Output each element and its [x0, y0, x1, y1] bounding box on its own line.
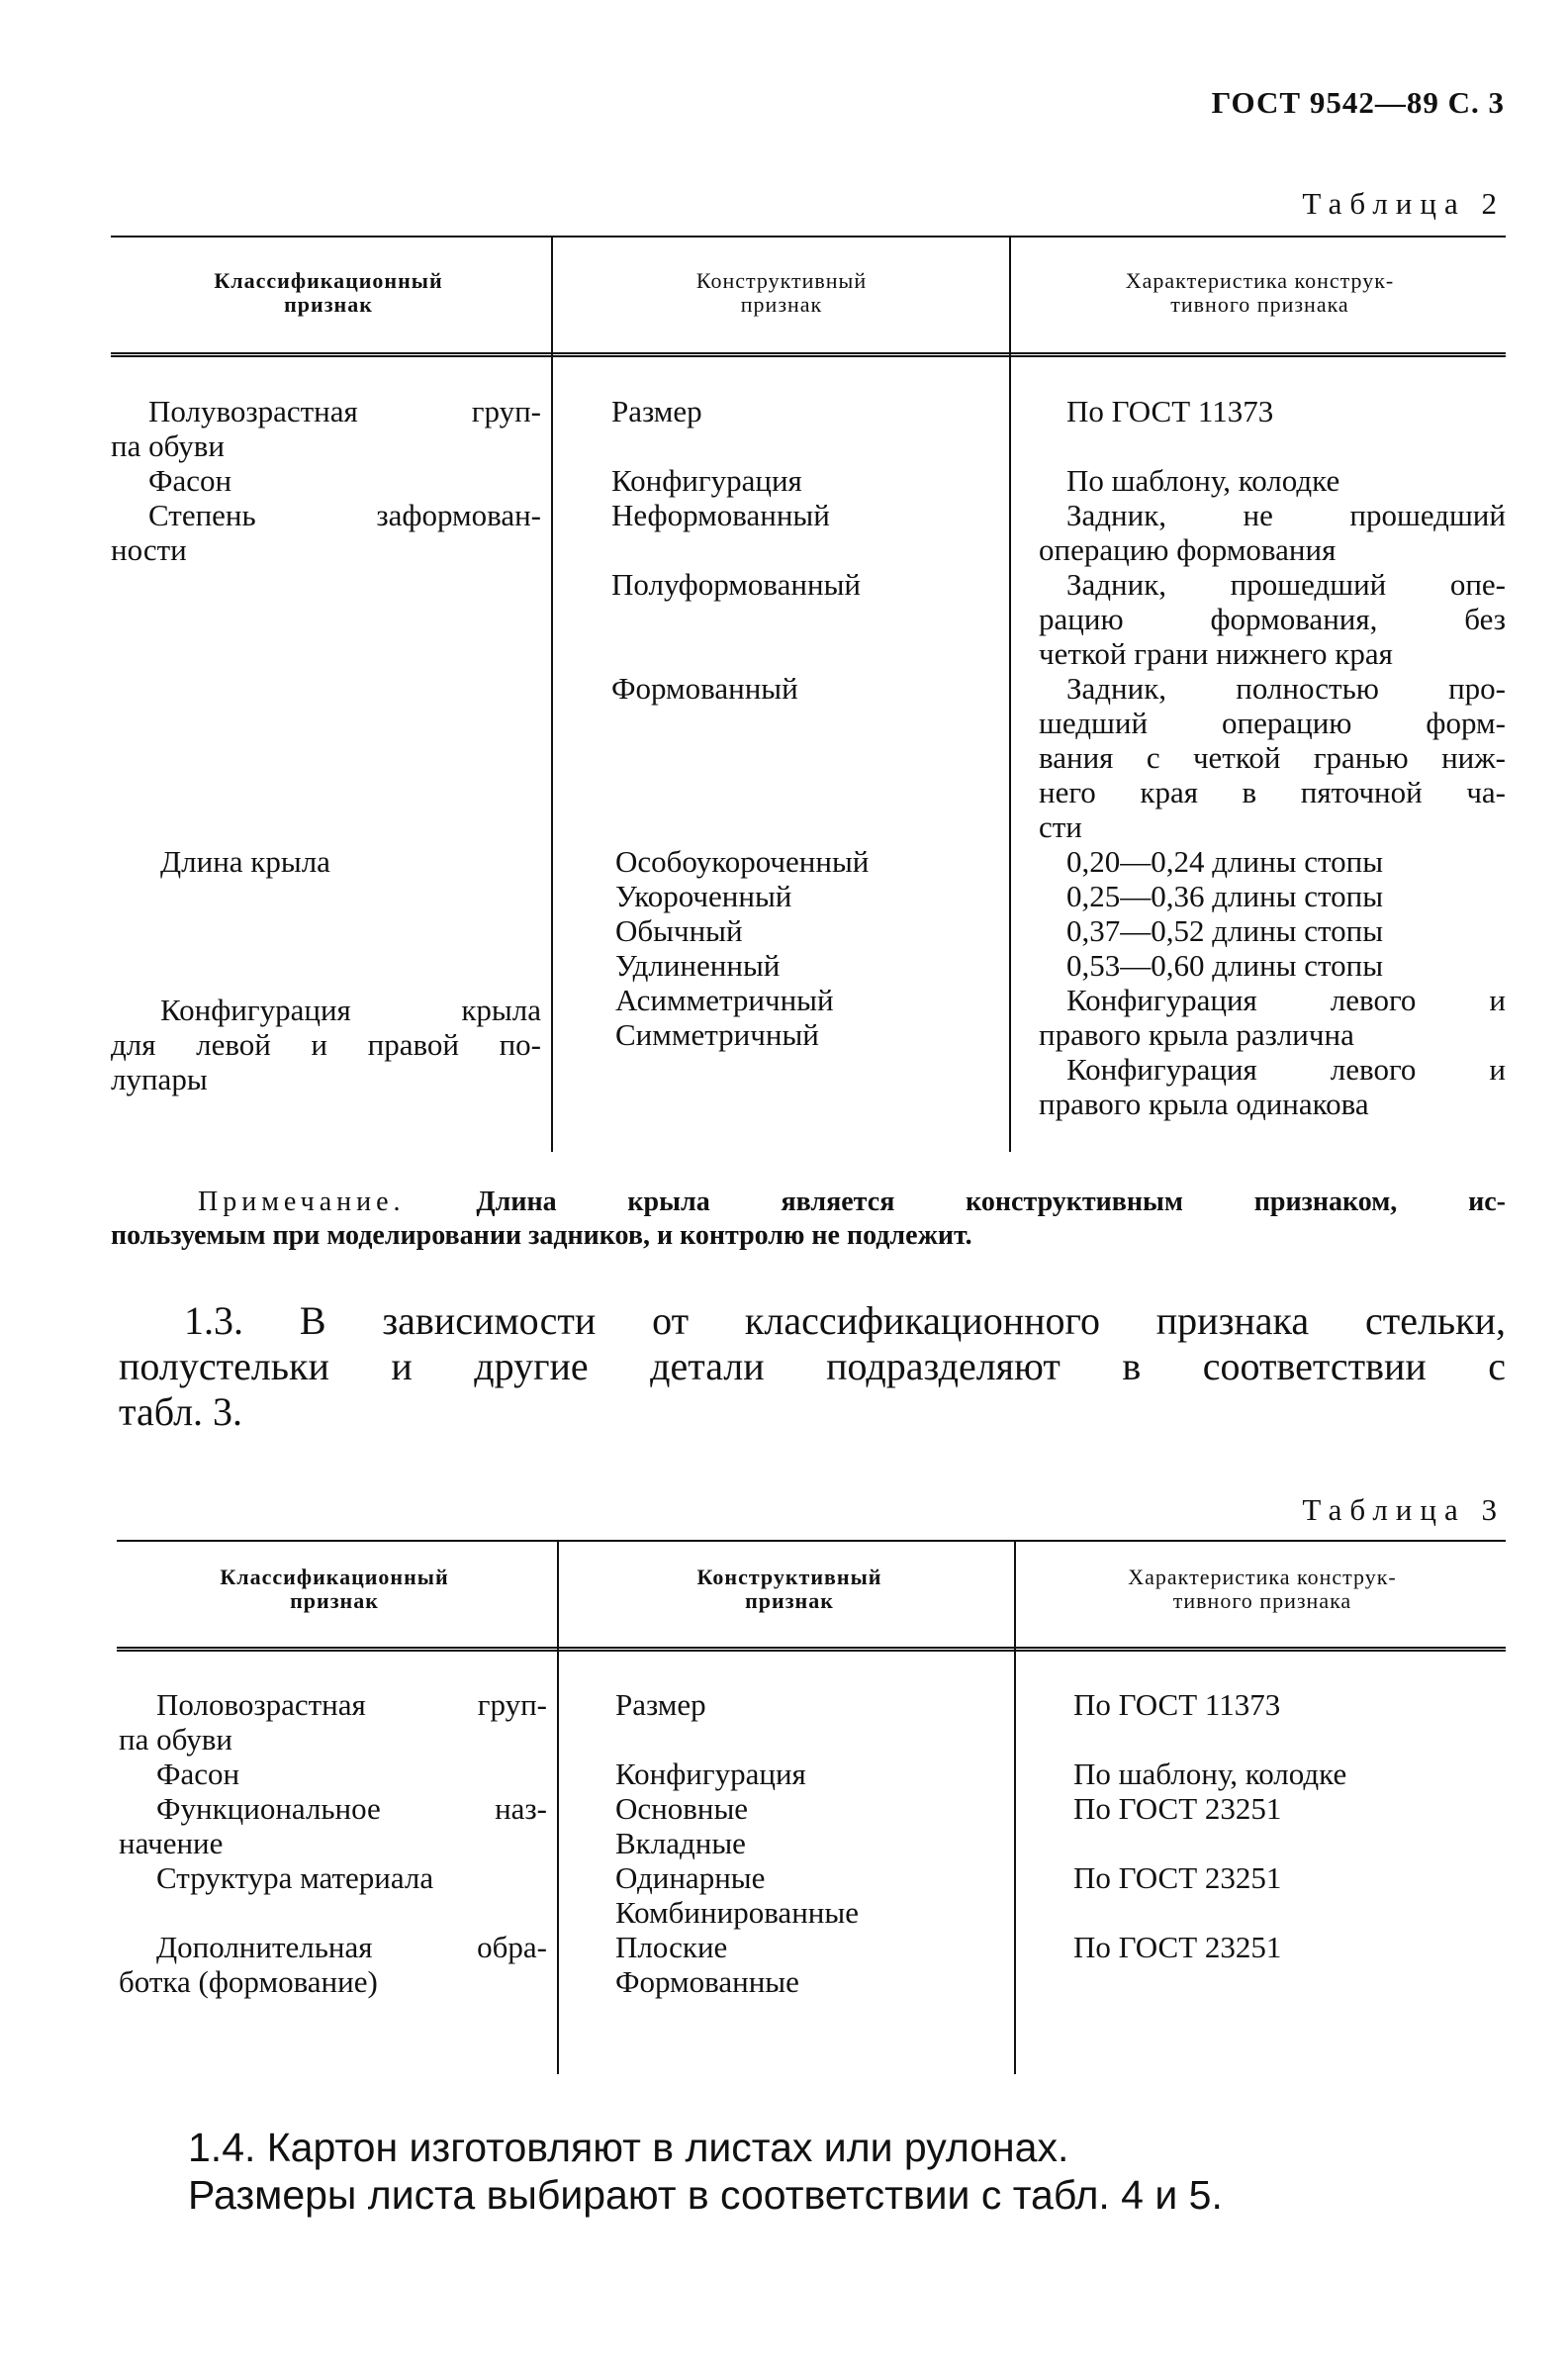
table3-cell: Основные	[615, 1791, 749, 1826]
table3-cell: Фасон	[156, 1757, 240, 1791]
table2-cell: Степень заформован-	[148, 498, 541, 532]
table2-cell: рацию формования, без	[1039, 602, 1506, 636]
table3-cell: Конфигурация	[615, 1757, 806, 1791]
table3-cell: Комбинированные	[615, 1895, 859, 1930]
table3-cell: По ГОСТ 23251	[1073, 1930, 1282, 1964]
table2-cell: Конфигурация крыла	[160, 993, 541, 1027]
table3-cell: па обуви	[119, 1722, 232, 1757]
table3-cell: Одинарные	[615, 1860, 766, 1895]
paragraph-1-4	[188, 2124, 1425, 2219]
table2-col1-b	[111, 844, 541, 879]
table2-cell: правого крыла различна	[1039, 1017, 1354, 1052]
para14-line2: Размеры листа выбирают в соответствии с табл. 4 и 5.	[188, 2172, 1223, 2218]
para14-line1: 1.4. Картон изготовляют в листах или рулонах.	[188, 2125, 1069, 2170]
table3-cell: По шаблону, колодке	[1073, 1757, 1347, 1791]
table2-cell: Конфигурация	[611, 463, 802, 498]
table2-col1-c	[111, 993, 541, 1096]
table3-header-col1: Классификационный признак	[220, 1565, 449, 1613]
table3-cell: ботка (формование)	[119, 1964, 378, 1999]
table3-col2	[615, 1687, 1006, 1999]
table3-divider-2	[1014, 1540, 1016, 2074]
para13-line1: 1.3. В зависимости от классификационного признака стельки,	[184, 1298, 1506, 1343]
table3-cell: Размер	[615, 1687, 706, 1722]
table2-col3	[1039, 394, 1506, 1121]
table2-col2	[611, 394, 1002, 706]
table3-header-rule	[117, 1647, 1506, 1652]
table2-cell: 0,25—0,36 длины стопы	[1066, 879, 1384, 913]
table3-header-col3: Характеристика конструк- тивного признака	[1128, 1565, 1397, 1613]
table2-cell: Задник, полностью про-	[1066, 671, 1506, 706]
table3-cell: Формованные	[615, 1964, 799, 1999]
table2-cell: Обычный	[615, 913, 743, 948]
table3-col1	[119, 1687, 547, 1999]
table2-cell: Фасон	[148, 463, 232, 498]
table2-divider-2	[1009, 236, 1011, 1152]
para13-line3: табл. 3.	[119, 1389, 243, 1434]
table2-cell: Конфигурация левого и	[1066, 1052, 1506, 1087]
table3-cell: Половозрастная груп-	[156, 1687, 547, 1722]
table2-header-col3: Характеристика конструк- тивного признака	[1125, 268, 1395, 317]
table3-cell: По ГОСТ 23251	[1073, 1860, 1282, 1895]
table2-note	[111, 1186, 1506, 1253]
table3-cell: Дополнительная обра-	[156, 1930, 547, 1964]
table3-cell: Вкладные	[615, 1826, 746, 1860]
page-header: ГОСТ 9542—89 С. 3	[1211, 85, 1505, 120]
table2-cell: вания с четкой гранью ниж-	[1039, 740, 1506, 775]
table2-cell: четкой грани нижнего края	[1039, 636, 1393, 671]
table2-header-rule	[111, 352, 1506, 357]
table2-cell: По шаблону, колодке	[1066, 463, 1340, 498]
note-label: Примечание.	[198, 1187, 406, 1217]
table2-cell: Удлиненный	[615, 948, 781, 983]
table2-header-col2: Конструктивный признак	[695, 268, 868, 317]
paragraph-1-3	[119, 1298, 1506, 1435]
table2-cell: Формованный	[611, 671, 798, 706]
table2-cell: 0,37—0,52 длины стопы	[1066, 913, 1384, 948]
table2-cell: лупары	[111, 1062, 208, 1096]
table2-cell: ности	[111, 532, 187, 567]
table3-cell: Функциональное наз-	[156, 1791, 547, 1826]
table2-cell: Полуформованный	[611, 567, 861, 602]
table3-col3	[1073, 1687, 1506, 1964]
table2-cell: правого крыла одинакова	[1039, 1087, 1369, 1121]
table2-cell: Особоукороченный	[615, 844, 870, 879]
table2-cell: По ГОСТ 11373	[1066, 394, 1274, 428]
table2-cell: Неформованный	[611, 498, 830, 532]
para13-line2: полустельки и другие детали подразделяют в соответствии с	[119, 1344, 1506, 1388]
table2-cell: 0,20—0,24 длины стопы	[1066, 844, 1384, 879]
table2-cell: операцию формования	[1039, 532, 1337, 567]
table3-cell: Структура материала	[156, 1860, 434, 1895]
table3-header-col2: Конструктивный признак	[696, 1565, 882, 1613]
table3-cell: По ГОСТ 11373	[1073, 1687, 1281, 1722]
table2-cell: Конфигурация левого и	[1066, 983, 1506, 1017]
table2-cell: Укороченный	[615, 879, 792, 913]
table2-cell: па обуви	[111, 428, 225, 463]
table2-cell: 0,53—0,60 длины стопы	[1066, 948, 1384, 983]
table3-top-rule	[117, 1540, 1506, 1542]
table2-cell: Асимметричный	[615, 983, 834, 1017]
table3-cell: начение	[119, 1826, 224, 1860]
table2-cell: него края в пяточной ча-	[1039, 775, 1506, 809]
table2-cell: Симметричный	[615, 1017, 819, 1052]
table2-top-rule	[111, 236, 1506, 237]
table3-caption: Таблица 3	[1302, 1492, 1505, 1527]
table2-cell: Задник, прошедший опе-	[1066, 567, 1506, 602]
table3-cell: По ГОСТ 23251	[1073, 1791, 1282, 1826]
table2-cell: Размер	[611, 394, 702, 428]
table2-cell: шедший операцию форм-	[1039, 706, 1506, 740]
note-line2: пользуемым при моделировании задников, и контролю не подлежит.	[111, 1220, 972, 1251]
table2-cell: Длина крыла	[160, 844, 330, 879]
table2-cell: Полувозрастная груп-	[148, 394, 541, 428]
table3-divider-1	[557, 1540, 559, 2074]
table2-col2-b	[615, 844, 1006, 1052]
table2-caption: Таблица 2	[1302, 186, 1505, 221]
table2-col1	[111, 394, 541, 567]
table2-divider-1	[551, 236, 553, 1152]
table2-header-col1: Классификационный признак	[214, 268, 443, 317]
table3-cell: Плоские	[615, 1930, 728, 1964]
table2-cell: Задник, не прошедший	[1066, 498, 1506, 532]
table2-cell: сти	[1039, 809, 1082, 844]
table2-cell: для левой и правой по-	[111, 1027, 541, 1062]
note-line1: Длина крыла является конструктивным признаком, ис-	[476, 1187, 1506, 1217]
